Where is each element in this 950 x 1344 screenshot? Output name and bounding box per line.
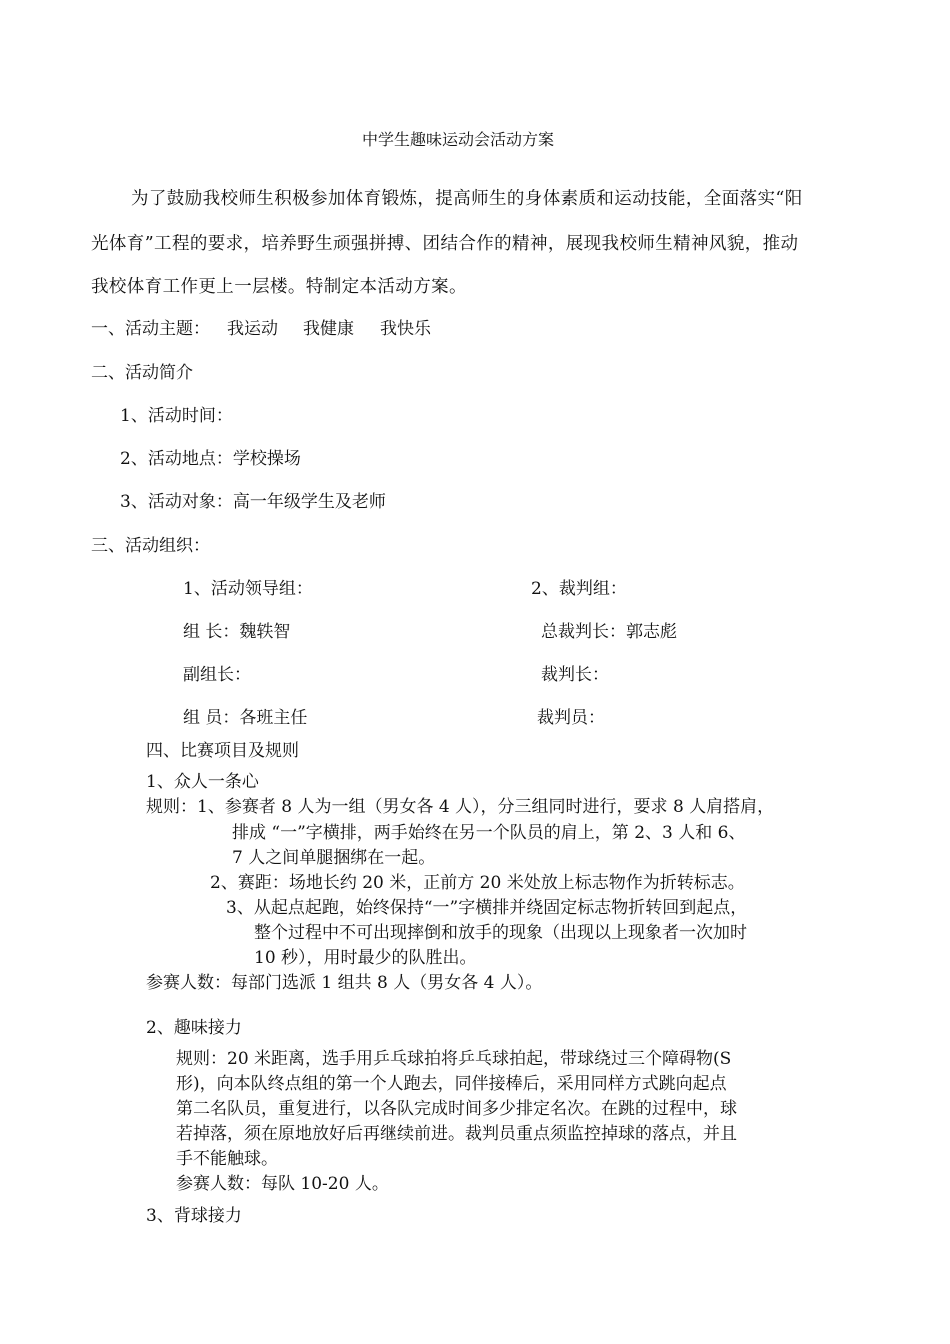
event1-rule-line-6: 整个过程中不可出现摔倒和放手的现象（出现以上现象者一次加时 xyxy=(254,923,747,943)
section2-item-audience: 3、活动对象：高一年级学生及老师 xyxy=(120,492,386,512)
section3-heading: 三、活动组织： xyxy=(91,536,210,556)
event2-rule-line-4: 若掉落，须在原地放好后再继续前进。裁判员重点须监控掉球的落点，并且 xyxy=(176,1124,737,1144)
event2-participants: 参赛人数：每队 10-20 人。 xyxy=(176,1174,389,1194)
event1-rule-line-7: 10 秒），用时最少的队胜出。 xyxy=(254,948,477,968)
intro-line-1: 为了鼓励我校师生积极参加体育锻炼，提高师生的身体素质和运动技能，全面落实“阳 xyxy=(131,189,803,209)
event1-participants: 参赛人数：每部门选派 1 组共 8 人（男女各 4 人）。 xyxy=(146,973,543,993)
intro-line-2: 光体育”工程的要求，培养野生顽强拼搏、团结合作的精神，展现我校师生精神风貌，推动 xyxy=(91,234,799,254)
judge-group-title: 2、裁判组： xyxy=(531,579,627,599)
intro-line-3: 我校体育工作更上一层楼。特制定本活动方案。 xyxy=(91,277,467,297)
section4-heading: 四、比赛项目及规则 xyxy=(146,741,299,761)
section2-item-place: 2、活动地点：学校操场 xyxy=(120,449,301,469)
section1-theme-3: 我快乐 xyxy=(380,319,431,339)
section2-item-time: 1、活动时间： xyxy=(120,406,233,426)
section2-heading: 二、活动简介 xyxy=(91,363,193,383)
event1-rule-line-2: 排成 “一”字横排，两手始终在另一个队员的肩上，第 2、3 人和 6、 xyxy=(232,823,746,843)
section1-theme-1: 我运动 xyxy=(227,319,278,339)
section1-theme-2: 我健康 xyxy=(303,319,354,339)
event1-rule-line-5: 3、从起点起跑，始终保持“一”字横排并绕固定标志物折转回到起点， xyxy=(226,898,748,918)
event2-rule-line-1: 规则：20 米距离，选手用乒乓球拍将乒乓球拍起，带球绕过三个障碍物(S xyxy=(176,1049,732,1069)
event3-title: 3、背球接力 xyxy=(146,1206,242,1226)
event1-rule-line-1: 规则：1、参赛者 8 人为一组（男女各 4 人），分三组同时进行，要求 8 人肩搭肩， xyxy=(146,797,775,817)
event2-title: 2、趣味接力 xyxy=(146,1018,242,1038)
document-title: 中学生趣味运动会活动方案 xyxy=(362,130,555,149)
event2-rule-line-3: 第二名队员，重复进行，以各队完成时间多少排定名次。在跳的过程中，球 xyxy=(176,1099,737,1119)
leader-group-title: 1、活动领导组： xyxy=(183,579,313,599)
event1-title: 1、众人一条心 xyxy=(146,772,259,792)
judge-group-row-1: 总裁判长：郭志彪 xyxy=(541,622,677,642)
event1-rule-line-4: 2、赛距：场地长约 20 米，正前方 20 米处放上标志物作为折转标志。 xyxy=(210,873,745,893)
judge-group-row-2: 裁判长： xyxy=(541,665,609,685)
judge-group-row-3: 裁判员： xyxy=(537,708,605,728)
event2-rule-line-2: 形)，向本队终点组的第一个人跑去，同伴接棒后，采用同样方式跳向起点 xyxy=(176,1074,727,1094)
section1-label: 一、活动主题： xyxy=(91,319,210,339)
leader-group-row-3: 组 员：各班主任 xyxy=(183,708,308,728)
leader-group-row-2: 副组长： xyxy=(183,665,251,685)
event1-rule-line-3: 7 人之间单腿捆绑在一起。 xyxy=(232,848,436,868)
leader-group-row-1: 组 长：魏轶智 xyxy=(183,622,291,642)
event2-rule-line-5: 手不能触球。 xyxy=(176,1149,278,1169)
